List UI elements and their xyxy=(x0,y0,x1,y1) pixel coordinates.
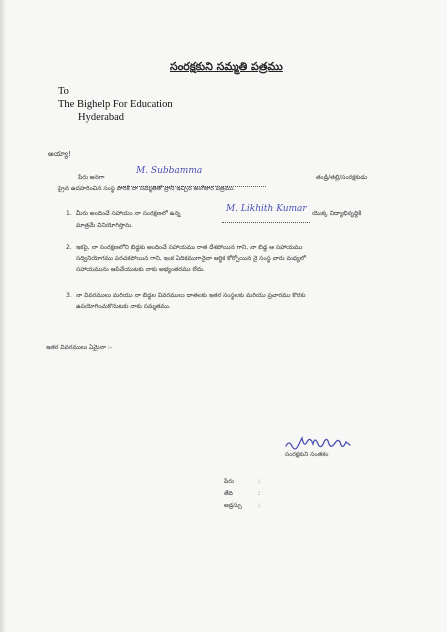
salutation: అయ్యా! xyxy=(48,150,71,158)
other-details: ఇతర వివరములు ఏమైనా :- xyxy=(46,344,112,351)
scan-shadow xyxy=(0,0,6,632)
field-address-label: అడ్రస్సు xyxy=(224,502,242,509)
item-2-line-1: ఇకపై, నా సంరక్షణలోని బిడ్డకు అందించే సహాయము రాత దేశపోయిన గాని, నా బిడ్డ ఆ సహాయము xyxy=(76,244,303,251)
item-3-line-1: నా వివరములు మరియు నా బిడ్డల వివరములు దాతలకు ఇతర సంస్థలకు మరియు ప్రచారము కొరకు xyxy=(76,292,306,299)
item-2-number: 2. xyxy=(66,244,72,251)
document-title: సంరక్షకుని సమ్మతి పత్రము xyxy=(170,60,283,73)
item-1-text-c: మాత్రమే వినియోగిస్తాను. xyxy=(76,222,134,229)
guardian-name-handwritten: M. Subbamma xyxy=(136,166,203,176)
intro-label-name: పేరు అనగా xyxy=(78,174,105,181)
address-city: Hyderabad xyxy=(78,112,125,123)
signature-label: సంరక్షకుని సంతకం xyxy=(285,451,329,458)
item-2-line-2: సద్వినియోగము పరచకపోయిన గాని, ఇంక ఏదికముగానైనా ఆర్థిక కోర్పోయిన నై సంస్థ వారు మధ్యలో xyxy=(76,255,306,262)
address-to: To xyxy=(58,86,69,97)
field-date-label: తేది xyxy=(224,490,233,497)
item-1-text-b: యొక్క విద్యాభివృద్ధికి xyxy=(312,210,362,217)
item-1-number: 1. xyxy=(66,210,72,217)
address-org: The Bighelp For Education xyxy=(58,99,173,110)
item-3-line-2: ఉపయోగించుకొనుటకు నాకు సమ్మతము. xyxy=(76,303,171,310)
student-name-handwritten: M. Likhith Kumar xyxy=(226,204,307,214)
field-address-colon: : xyxy=(258,502,261,509)
signature-text xyxy=(290,430,297,431)
field-name-label: పేరు xyxy=(224,478,234,485)
intro-relation: తండ్రి/తల్లి/సంరక్షకుడు xyxy=(316,174,367,181)
item-3-number: 3. xyxy=(66,292,72,299)
item-1-text-a: మీరు అందించే సహాయం నా సంరక్షణలో ఉన్న xyxy=(76,210,181,217)
field-date-colon: : xyxy=(258,490,261,497)
field-name-colon: : xyxy=(258,478,261,485)
intro-line2: ప్రైన ఉదహరించిన సంస్థ వారికి నా సమ్మతితో వ్రాసి ఇచ్చిన అంగీకార పత్రము. xyxy=(58,185,235,192)
item-2-line-3: సహాయమును ఆపివేయుటకు నాకు అభ్యంతరము లేదు. xyxy=(76,266,205,273)
